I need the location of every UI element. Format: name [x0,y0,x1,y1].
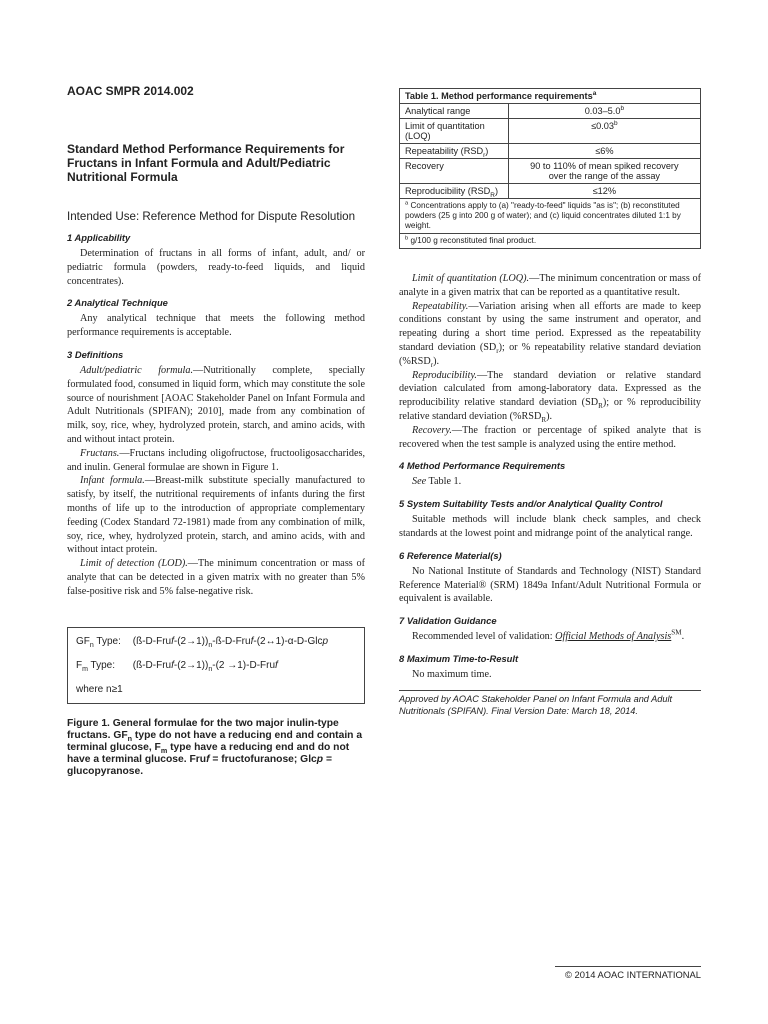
heading-applicability: 1 Applicability [67,232,131,243]
definition-fructans: Fructans.—Fructans including oligofructose, fructooligosaccharides, and inulin. General formulae are shown in Figure 1. [67,447,365,473]
left-column [67,84,365,779]
table-cell-value: ≤6% [508,144,700,159]
definition-infant-formula: Infant formula.—Breast-milk substitute specially manufactured to satisfy, by itself, the nutritional requirements of infants during the first months of life up to the introduction of appropriate complementary feeding (Codex Standard 72-1981) made from any combination of milk, soy, rice, whey, hydrolyzed protein, starch, and amino acids, with and without intact protein. [67,475,365,556]
smpr-id: AOAC SMPR 2014.002 [67,84,194,98]
applicability-text: Determination of fructans in all forms of infant, adult, and/ or pediatric formula (powders, ready-to-feed liquids, and liquid concentrates). [67,248,365,287]
analytical-technique-text: Any analytical technique that meets the following method performance requirements is acceptable. [67,313,365,339]
right-column [399,88,701,717]
table-cell-param: Analytical range [400,104,509,119]
table-row [400,144,701,159]
table-row [400,119,701,144]
document-title: Standard Method Performance Requirements for Fructans in Infant Formula and Adult/Pediatric Nutritional Formula [67,142,345,184]
table-cell-value: 0.03–5.0$^b$ [508,104,700,119]
table-cell-param: Limit of quantitation (LOQ) [400,119,509,144]
table-cell-param: Recovery [400,159,509,184]
table-row [400,159,701,184]
heading-analytical-technique: 2 Analytical Technique [67,297,168,309]
method-performance-table [399,88,701,249]
table-caption-row [400,89,701,104]
intended-use: Intended Use: Reference Method for Dispute Resolution [67,210,356,223]
definition-adult-formula: Adult/pediatric formula.—Nutritionally complete, specially formulated food, consumed in liquid form, which may constitute the sole source of nourishment [AOAC Stakeholder Panel on Infant Formula and Adult Nutritionals (SPIFAN); 2010], made from any combination of milk, soy, rice, whey, hydrolyzed protein, starch, and amino acids, with and without intact protein. [67,364,365,445]
max-time-text: No maximum time. [412,668,492,680]
table-cell-value: 90 to 110% of mean spiked recovery over the range of the assay [508,159,700,184]
table-cell-value: ≤0.03$^b$ [508,119,700,144]
definition-recovery: Recovery.—The fraction or percentage of spiked analyte that is recovered when the test sample is analyzed using the entire method. [399,424,701,450]
term-loq: Limit of quantitation (LOQ). [412,273,530,284]
gf-type-formula: $GF_n$ Type: $(ß-D-Fruf-(2\to 1))_n-ß-D-Fruf-(2\leftrightarrow 1)-\alpha-D$-Glcp [76,635,329,649]
table-cell-value: ≤12% [508,184,700,199]
table-footnote-b: $^b$ g/100 g reconstituted final product. [400,234,701,249]
term-infant-formula: Infant formula. [80,475,145,487]
approval-note: Approved by AOAC Stakeholder Panel on Infant Formula and Adult Nutritionals (SPIFAN). Final Version Date: March 18, 2014. [399,690,701,717]
heading-definitions: 3 Definitions [67,348,124,360]
term-fructans: Fructans. [80,447,120,459]
heading-method-performance: 4 Method Performance Requirements [399,460,566,472]
heading-reference-materials: 6 Reference Material(s) [399,549,502,561]
figure-1-formula-box [67,627,365,704]
method-performance-text: See Table 1. [412,476,462,488]
table-cell-param: Reproducibility $(RSD_R)$ [400,184,509,199]
term-recovery: Recovery. [412,424,452,436]
f-type-formula: $F_m$ Type: $(ß-D-Fruf-(2\to 1))_n-(2$ →1)-D-Fruf [76,659,278,673]
reference-materials-text: No National Institute of Standards and Technology (NIST) Standard Reference Material® (SRM) 1849a Infant/Adult Nutritional Formula or equivalent is available. [399,565,701,605]
table-row [400,104,701,119]
copyright-footer: © 2014 AOAC INTERNATIONAL [555,966,701,980]
term-reproducibility: Reproducibility. [412,369,477,381]
definition-lod: Limit of detection (LOD).—The minimum concentration or mass of analyte that can be detected in a given matrix with no greater than 5% false-positive risk and 5% false-negative risk. [67,558,365,597]
term-lod: Limit of detection (LOD). [80,558,188,570]
definition-reproducibility: Reproducibility.—The standard deviation or relative standard deviation calculated from among-laboratory data. Expressed as the reproducibility relative standard deviation $(SD_R)$; or % reproducibility relative standard deviation $(\%RSD_R)$. [399,369,701,424]
figure-1-caption: Figure 1. General formulae for the two major inulin-type fructans. $GF_n$ type do not have a reducing end and contain a terminal glucose, $F_m$ type have a reducing end and do not have a terminal glucose. Fruf = fructofuranose; Glcp = glucopyranose. [67,717,363,778]
heading-validation-guidance: 7 Validation Guidance [399,615,497,627]
system-suitability-text: Suitable methods will include blank check samples, and check standards at the lowest point and midrange point of the analytical range. [399,514,701,539]
table-cell-param: Repeatability $(RSD_r)$ [400,144,509,159]
heading-max-time: 8 Maximum Time-to-Result [399,652,519,664]
table-row [400,184,701,199]
term-adult-formula: Adult/pediatric formula. [80,364,194,376]
definition-repeatability: Repeatability.—Variation arising when all efforts are made to keep conditions constant by using the same instrument and operator, and repeating during a short time period. Expressed as the repeatability standard deviation $(SD_r)$; or % repeatability relative standard deviation $(\%RSD_r)$. [399,300,701,369]
heading-system-suitability: 5 System Suitability Tests and/or Analytical Quality Control [399,498,663,510]
table-footnote-a: $^a$ Concentrations apply to (a) "ready-to-feed" liquids "as is"; (b) reconstituted powders (25 g into 200 g of water); and (c) liquid concentrates diluted 1:1 by weight. [400,199,701,234]
official-methods-link[interactable]: Official Methods of Analysis [555,631,672,643]
term-repeatability: Repeatability. [412,300,469,312]
formula-where-clause: where n≥1 [76,683,123,695]
definition-loq: Limit of quantitation (LOQ).—The minimum concentration or mass of analyte in a given matrix that can be reported as a quantitative result. [399,273,701,298]
validation-guidance-text: Recommended level of validation: Official Methods of Analysis℠. [412,628,685,643]
table-caption: Table 1. Method performance requirements$^a$ [400,89,701,104]
